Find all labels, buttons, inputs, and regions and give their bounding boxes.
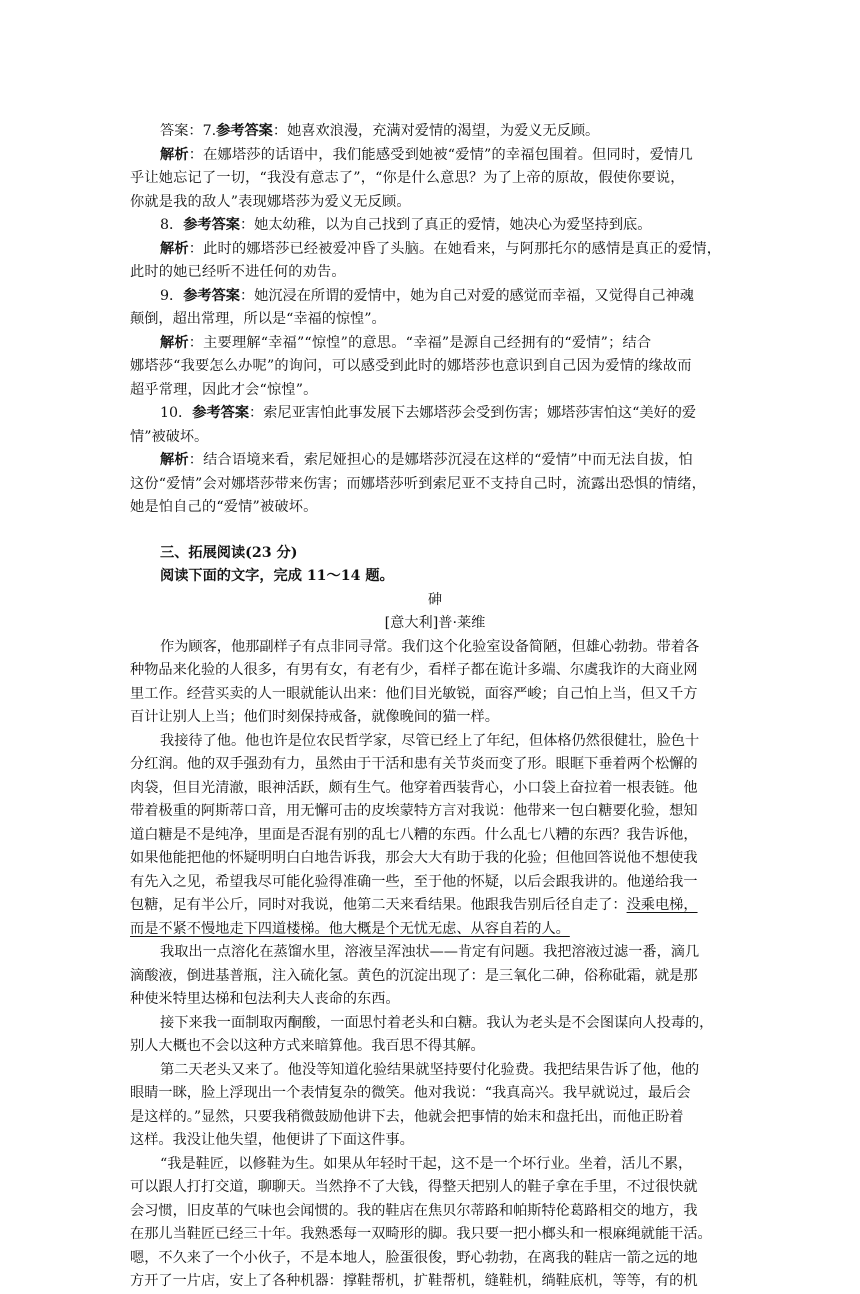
text-line: 别人大概也不会以这种方式来暗算他。我百思不得其解。	[130, 1038, 485, 1054]
text-line: 带着极重的阿斯蒂口音，用无懈可击的皮埃蒙特方言对我说：他带来一包白糖要化验，想知	[130, 803, 698, 819]
bold-label: 参考答案	[216, 123, 273, 139]
story-paragraph-4	[130, 1012, 740, 1059]
answer-7-analysis	[130, 144, 740, 215]
text-span: 10．	[160, 405, 193, 421]
text-line: 滴酸液，倒进基普瓶，注入硫化氢。黄色的沉淀出现了：是三氧化二砷，俗称砒霜，就是那	[130, 967, 698, 984]
text-line: 接下来我一面制取丙酮酸，一面思忖着老头和白糖。我认为老头是不会图谋向人投毒的，	[160, 1014, 714, 1031]
answer-10	[130, 402, 740, 449]
text-line: 百计让别人上当；他们时刻保持戒备，就像晚间的猫一样。	[130, 709, 499, 725]
bold-label: 解析	[160, 146, 189, 163]
text-line: 在那儿当鞋匠已经三十年。我熟悉每一双畸形的脚。我只要一把小榔头和一根麻绳就能干活。	[130, 1226, 712, 1242]
text-span: ：她喜欢浪漫，充满对爱情的渴望，为爱义无反顾。	[272, 123, 600, 139]
text-column	[130, 120, 740, 1294]
text-span: 答案：7.	[160, 123, 217, 139]
text-span: ：索尼亚害怕此事发展下去娜塔莎会受到伤害；娜塔莎害怕这“美好的爱	[249, 405, 697, 421]
text-line: 我取出一点溶化在蒸馏水里，溶液呈浑浊状——肯定有问题。我把溶液过滤一番，滴几	[160, 944, 700, 960]
text-line: 作为顾客，他那副样子有点非同寻常。我们这个化验室设备简陋，但雄心勃勃。带着各	[160, 638, 700, 655]
text-line: 里工作。经营买卖的人一眼就能认出来：他们目光敏锐，面容严峻；自己怕上当，但又千方	[130, 685, 698, 702]
text-line: 第二天老头又来了。他没等知道化验结果就坚持要付化验费。我把结果告诉了他，他的	[160, 1061, 700, 1078]
text-line	[130, 332, 740, 356]
text-line: 是这样的。”显然，只要我稍微鼓励他讲下去，他就会把事情的始末和盘托出，而他正盼着	[130, 1108, 684, 1125]
underlined-sentence-cont: 而是不紧不慢地走下四道楼梯。他大概是个无忧无虑、从容自若的人。	[130, 920, 570, 937]
text-line: 有先入之见，希望我尽可能化验得准确一些，至于他的怀疑，以后会跟我讲的。他递给我一	[130, 873, 698, 890]
text-line: 可以跟人打打交道，聊聊天。当然挣不了大钱，得整天把别人的鞋子拿在手里，不过很快就	[130, 1179, 698, 1195]
text-span: ：结合语境来看，索尼娅担心的是娜塔莎沉浸在这样的“爱情”中而无法自拔，怕	[188, 452, 693, 468]
text-line	[130, 144, 740, 168]
story-paragraph-5	[130, 1059, 740, 1153]
bold-label: 解析	[160, 334, 189, 351]
story-paragraph-2	[130, 730, 740, 942]
text-span: 包糖，足有半公斤，同时对我说，他第二天来看结果。他跟我告别后径自走了：	[130, 897, 627, 913]
text-line: 方开了一片店，安上了各种机器：撑鞋帮机，扩鞋帮机，缝鞋机，绱鞋底机，等等，有的机	[130, 1273, 698, 1289]
answer-9-analysis	[130, 332, 740, 403]
text-line	[130, 918, 740, 942]
text-line: 种物品来化验的人很多，有男有女，有老有少，看样子都在诡计多端、尔虞我诈的大商业网	[130, 662, 698, 678]
text-line: 此时的她已经听不进任何的劝告。	[130, 264, 346, 280]
story-paragraph-1	[130, 636, 740, 730]
text-line	[130, 285, 740, 309]
text-line: 肉袋，但目光清澈，眼神活跃，颇有生气。他穿着西装背心，小口袋上奋拉着一根表链。他	[130, 779, 698, 796]
text-line	[130, 402, 740, 426]
text-line: 嗯，不久来了一个小伙子，不是本地人，脸蛋很俊，野心勃勃，在离我的鞋店一箭之远的地	[130, 1249, 698, 1266]
text-line	[130, 894, 740, 918]
section-heading: 三、拓展阅读(23 分)	[160, 544, 298, 561]
text-line: 超乎常理，因此才会“惊惶”。	[130, 381, 318, 398]
text-line	[130, 449, 740, 473]
story-paragraph-3	[130, 941, 740, 1012]
answer-8	[130, 214, 740, 238]
text-line: 我接待了他。他也许是位农民哲学家，尽管已经上了年纪，但体格仍然很健壮，脸色十	[160, 732, 700, 749]
text-span: 9．	[160, 287, 184, 304]
text-span: ：她沉浸在所谓的爱情中，她为自己对爱的感觉而幸福，又觉得自己神魂	[239, 287, 694, 304]
text-line: 娜塔莎“我要怎么办呢”的询问，可以感受到此时的娜塔莎也意识到自己因为爱情的缘故而	[130, 358, 692, 374]
text-line: 她是怕自己的“爱情”被破坏。	[130, 499, 318, 515]
story-paragraph-6	[130, 1153, 740, 1294]
text-line: 道白糖是不是纯净，里面是否混有别的乱七八糟的东西。什么乱七八糟的东西？我告诉他，	[130, 826, 698, 843]
answer-8-analysis	[130, 238, 740, 285]
text-line: 眼睛一眯，脸上浮现出一个表情复杂的微笑。他对我说：“我真高兴。我早就说过，最后会	[130, 1085, 691, 1101]
text-line	[130, 238, 740, 262]
text-line: 你就是我的敌人”表现娜塔莎为爱义无反顾。	[130, 193, 411, 210]
text-span: ：她太幼稚，以为自己找到了真正的爱情，她决心为爱坚持到底。	[239, 217, 652, 233]
text-line: 这样。我没让他失望，他便讲了下面这件事。	[130, 1132, 414, 1148]
text-line: 乎让她忘记了一切，“我没有意志了”，“你是什么意思？为了上帝的原故，假使你要说，	[130, 170, 685, 186]
bold-label: 解析	[160, 240, 189, 257]
answer-10-analysis	[130, 449, 740, 520]
text-span: 8．	[160, 217, 184, 233]
bold-label: 参考答案	[183, 287, 240, 304]
text-span: ：此时的娜塔莎已经被爱冲昏了头脑。在她看来，与阿那托尔的感情是真正的爱情，	[188, 240, 722, 257]
text-span: ：在娜塔莎的话语中，我们能感受到她被“爱情”的幸福包围着。但同时，爱情几	[188, 146, 693, 163]
text-line: 颠倒，超出常理，所以是“幸福的惊惶”。	[130, 311, 386, 327]
text-line: 情”被破坏。	[130, 428, 209, 445]
text-line: 这份“爱情”会对娜塔莎带来伤害；而娜塔莎听到索尼亚不支持自己时，流露出恐惧的情绪，	[130, 475, 707, 492]
answer-9	[130, 285, 740, 332]
underlined-sentence: 没乘电梯，	[626, 897, 698, 913]
text-line: 种使米特里达梯和包法利夫人丧命的东西。	[130, 991, 400, 1007]
bold-label: 参考答案	[192, 405, 250, 421]
story-title: 砷	[427, 591, 443, 608]
bold-label: 解析	[160, 452, 189, 468]
answer-7	[130, 120, 740, 144]
text-line: 会习惯，旧皮革的气味也会闻惯的。我的鞋店在焦贝尔蒂路和帕斯特伦葛路相交的地方，我	[130, 1202, 698, 1219]
section-instruction: 阅读下面的文字，完成 11～14 题。	[160, 568, 394, 584]
text-line: 如果他能把他的怀疑明明白白地告诉我，那会大大有助于我的化验；但他回答说他不想使我	[130, 850, 698, 866]
text-line: 分红润。他的双手强劲有力，虽然由于干活和患有关节炎而变了形。眼眶下垂着两个松懈的	[130, 756, 698, 772]
text-span: ：主要理解“幸福”“惊惶”的意思。“幸福”是源自己经拥有的“爱情”；结合	[188, 334, 652, 351]
story-author: [意大利]普·莱维	[384, 615, 486, 631]
text-line: “我是鞋匠，以修鞋为生。如果从年轻时干起，这不是一个坏行业。坐着，活儿不累，	[160, 1155, 693, 1172]
bold-label: 参考答案	[183, 217, 240, 233]
